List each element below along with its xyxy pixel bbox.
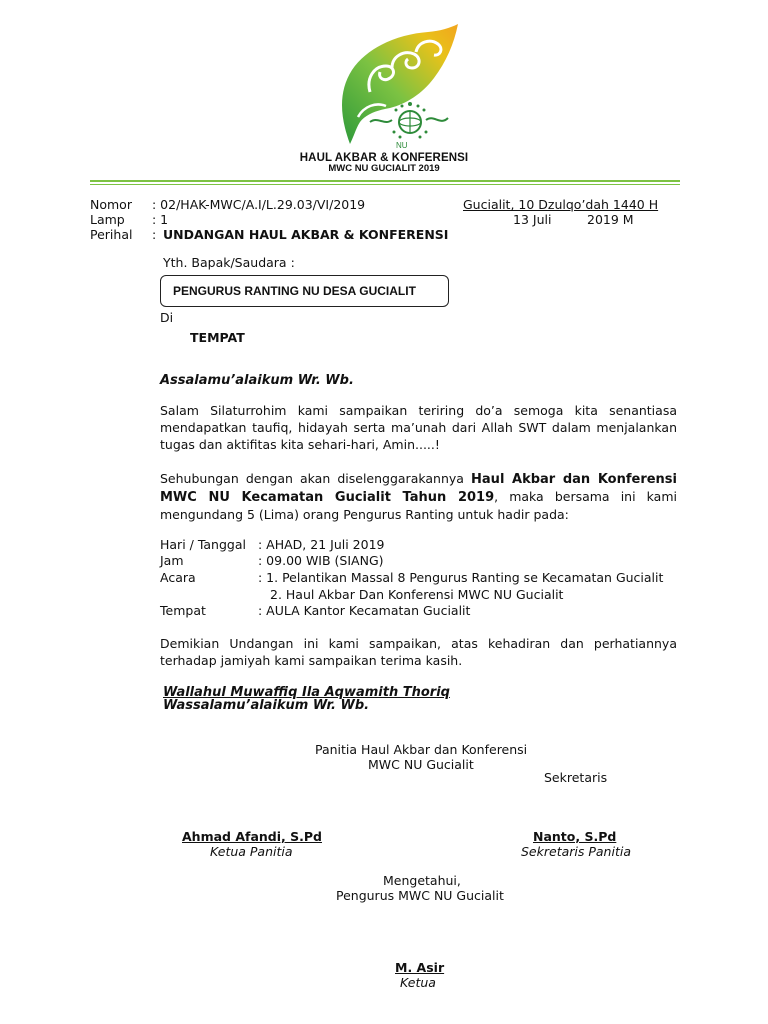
schedule-value-time: : 09.00 WIB (SIANG) <box>258 553 384 568</box>
paragraph-invitation-c: , maka bersama ini kami mengundang 5 (Lima) orang Pengurus Ranting untuk hadir pada: <box>160 489 677 522</box>
committee-name: Panitia Haul Akbar dan Konferensi <box>315 742 528 757</box>
event-subtitle: MWC NU GUCIALIT 2019 <box>328 163 440 174</box>
ketua-role: Ketua <box>400 975 436 990</box>
paragraph-opening: Salam Silaturrohim kami sampaikan teriring do’a semoga kita senantiasa mendapatkan taufiq, hidayah serta ma’unah dari Allah SWT dalam menjalankan tugas dan aktifitas kita sehari-hari, Amin.....! <box>160 403 677 452</box>
schedule-value-place: : AULA Kantor Kecamatan Gucialit <box>258 603 471 618</box>
schedule-label-agenda: Acara <box>160 570 196 585</box>
mengetahui-label: Mengetahui, <box>383 873 461 888</box>
secretary-name: Nanto, S.Pd <box>533 829 617 844</box>
secretary-role: Sekretaris Panitia <box>521 844 631 859</box>
recipient-box <box>160 275 449 307</box>
closing-prayer: Wallahul Muwaffiq Ila Aqwamith Thoriq <box>163 685 450 700</box>
schedule-value-agenda-1: : 1. Pelantikan Massal 8 Pengurus Ranting se Kecamatan Gucialit <box>258 570 664 585</box>
nomor-value: : 02/HAK-MWC/A.I/L.29.03/VI/2019 <box>152 197 366 212</box>
nomor-label: Nomor <box>90 197 132 212</box>
salutation: Yth. Bapak/Saudara : <box>163 255 295 270</box>
di-label: Di <box>160 310 174 325</box>
perihal-colon: : <box>152 227 157 242</box>
date-masehi-year: 2019 M <box>587 212 634 227</box>
paragraph-invitation-a: Sehubungan dengan akan diselenggarakannya <box>160 471 472 486</box>
perihal-value: UNDANGAN HAUL AKBAR & KONFERENSI <box>163 227 449 242</box>
schedule-value-agenda-2: 2. Haul Akbar Dan Konferensi MWC NU Gucialit <box>270 587 564 602</box>
recipient-name: PENGURUS RANTING NU DESA GUCIALIT <box>173 284 416 298</box>
closing-greeting: Wassalamu’alaikum Wr. Wb. <box>163 698 370 713</box>
schedule-label-time: Jam <box>160 553 184 568</box>
sekretaris-title: Sekretaris <box>544 770 608 785</box>
event-logo <box>330 22 470 150</box>
schedule-value-date: : AHAD, 21 Juli 2019 <box>258 537 385 552</box>
paragraph-closing: Demikian Undangan ini kami sampaikan, atas kehadiran dan perhatiannya terhadap jamiyah kami sampaikan terima kasih. <box>160 636 677 668</box>
lamp-label: Lamp <box>90 212 125 227</box>
header-divider-thin <box>90 184 680 185</box>
date-hijri: Gucialit, 10 Dzulqo’dah 1440 H <box>463 197 659 212</box>
pengurus-label: Pengurus MWC NU Gucialit <box>336 888 504 903</box>
tempat-label: TEMPAT <box>190 330 245 345</box>
greeting: Assalamu’alaikum Wr. Wb. <box>160 373 354 388</box>
ketua-name: M. Asir <box>395 960 445 975</box>
paragraph-invitation <box>160 470 677 523</box>
chairman-name: Ahmad Afandi, S.Pd <box>182 829 322 844</box>
event-title: HAUL AKBAR & KONFERENSI <box>299 152 469 164</box>
schedule-label-date: Hari / Tanggal <box>160 537 246 552</box>
header-divider <box>90 180 680 182</box>
lamp-value: : 1 <box>152 212 169 227</box>
perihal-label: Perihal <box>90 227 133 242</box>
schedule-label-place: Tempat <box>160 603 206 618</box>
date-masehi-day: 13 Juli <box>513 212 552 227</box>
chairman-role: Ketua Panitia <box>210 844 293 859</box>
event-name: Haul Akbar dan Konferensi MWC NU Kecamatan Gucialit Tahun 2019 <box>160 472 678 505</box>
logo-nu-text: NU <box>396 141 408 150</box>
committee-org: MWC NU Gucialit <box>368 757 474 772</box>
